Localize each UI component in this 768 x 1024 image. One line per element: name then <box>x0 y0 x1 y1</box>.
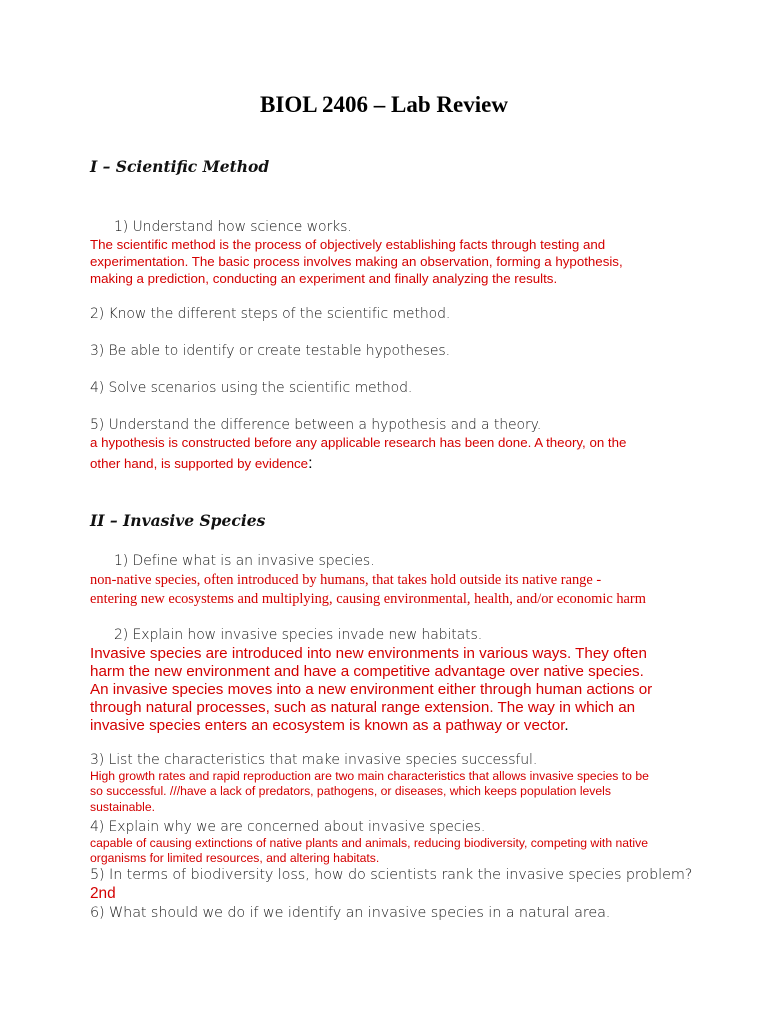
question-2-6: 6) What should we do if we identify an invasive species in a natural area. <box>90 905 611 921</box>
question-2-5: 5) In terms of biodiversity loss, how do scientists rank the invasive species problem? <box>90 867 693 883</box>
answer-line: so successful. ///have a lack of predators, pathogens, or diseases, which keeps population levels <box>90 784 611 799</box>
question-1-4: 4) Solve scenarios using the scientific method. <box>90 380 413 396</box>
answer-2-4 <box>90 836 648 867</box>
answer-line: entering new ecosystems and multiplying, causing environmental, health, and/or economic harm <box>90 591 646 607</box>
question-1-1: 1) Understand how science works. <box>114 219 352 235</box>
answer-line: experimentation. The basic process involves making an observation, forming a hypothesis, <box>90 254 623 269</box>
answer-text: invasive species enters an ecosystem is known as a pathway or vector <box>90 717 565 734</box>
question-2-2: 2) Explain how invasive species invade new habitats. <box>114 627 483 643</box>
question-1-5: 5) Understand the difference between a hypothesis and a theory. <box>90 417 542 433</box>
answer-colon: : <box>308 455 313 472</box>
answer-line: The scientific method is the process of objectively establishing facts through testing and <box>90 237 606 252</box>
answer-1-5 <box>90 434 626 472</box>
answer-text: other hand, is supported by evidence <box>90 456 309 471</box>
answer-line: An invasive species moves into a new environment either through human actions or <box>90 681 653 698</box>
answer-line: non-native species, often introduced by humans, that takes hold outside its native range - <box>90 572 602 588</box>
question-2-4: 4) Explain why we are concerned about invasive species. <box>90 819 486 835</box>
answer-1-1 <box>90 236 623 287</box>
answer-2-2 <box>90 645 652 735</box>
answer-line: organisms for limited resources, and altering habitats. <box>90 851 380 866</box>
page-title: BIOL 2406 – Lab Review <box>260 92 508 117</box>
answer-2-1 <box>90 571 646 609</box>
section-heading-invasive-species: II – Invasive Species <box>90 511 266 530</box>
section-heading-scientific-method: I – Scientific Method <box>90 157 270 176</box>
answer-line: capable of causing extinctions of native plants and animals, reducing biodiversity, competing with native <box>90 836 649 850</box>
answer-2-5: 2nd <box>90 885 116 902</box>
question-1-3: 3) Be able to identify or create testable hypotheses. <box>90 343 450 359</box>
question-2-3: 3) List the characteristics that make invasive species successful. <box>90 752 538 768</box>
answer-line: a hypothesis is constructed before any applicable research has been done. A theory, on the <box>90 435 627 450</box>
question-1-2: 2) Know the different steps of the scientific method. <box>90 306 451 322</box>
answer-line: harm the new environment and have a competitive advantage over native species. <box>90 663 644 680</box>
answer-line <box>90 455 626 472</box>
answer-line: High growth rates and rapid reproduction are two main characteristics that allows invasive species to be <box>90 769 649 783</box>
answer-line <box>90 717 652 735</box>
answer-period: . <box>564 717 569 734</box>
answer-line: Invasive species are introduced into new environments in various ways. They often <box>90 645 647 662</box>
question-2-1: 1) Define what is an invasive species. <box>114 553 375 569</box>
answer-line: making a prediction, conducting an experiment and finally analyzing the results. <box>90 271 558 286</box>
answer-line: sustainable. <box>90 799 156 814</box>
answer-2-3 <box>90 769 649 815</box>
answer-line: through natural processes, such as natural range extension. The way in which an <box>90 699 636 716</box>
